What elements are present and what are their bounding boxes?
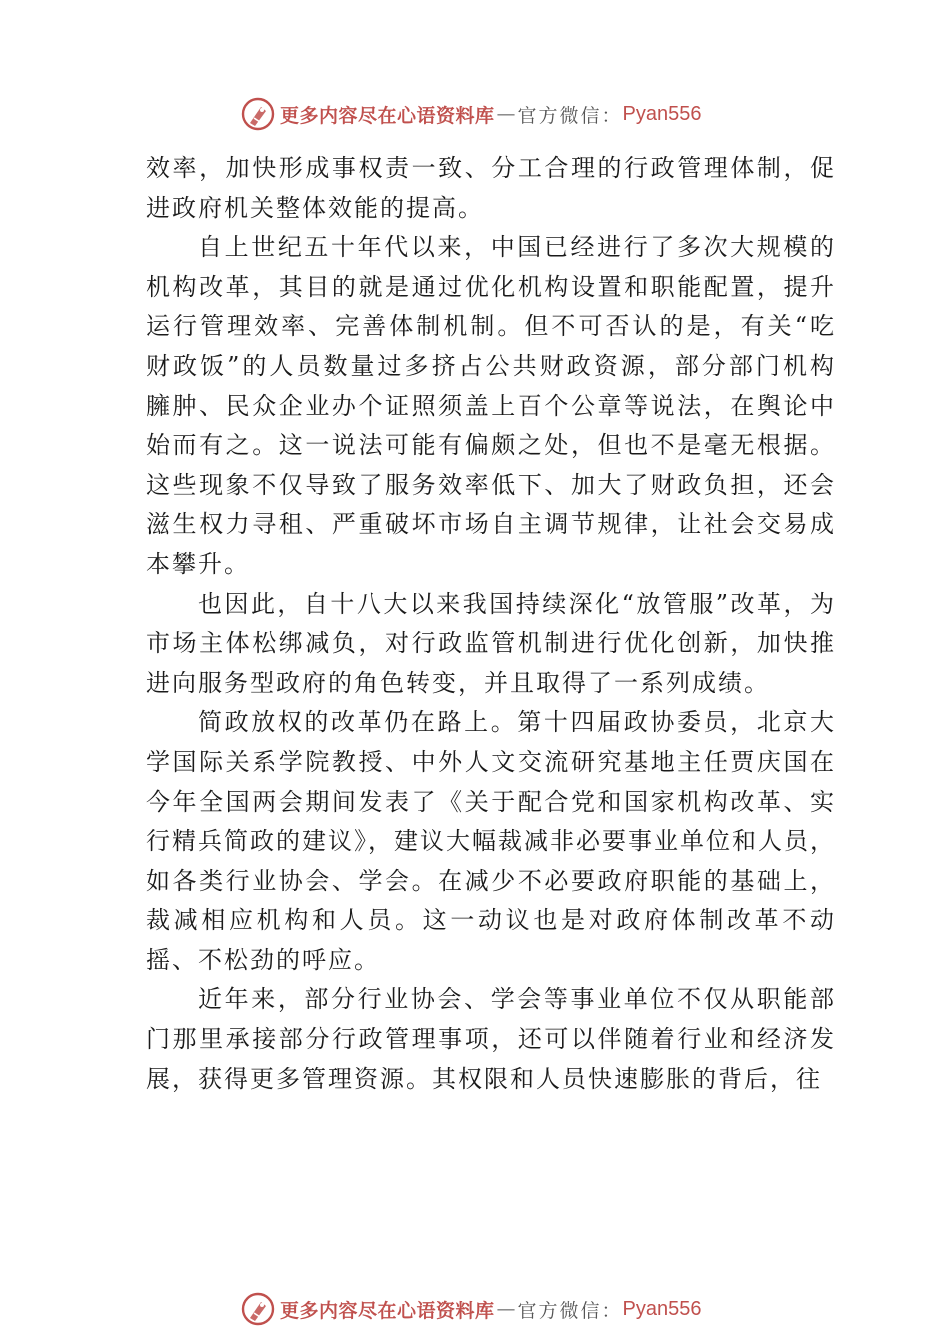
paragraph-continuation: 效率，加快形成事权责一致、分工合理的行政管理体制，促进政府机关整体效能的提高。 [146,154,836,222]
banner-wechat-id: Pyan556 [622,1297,702,1320]
header-banner [240,95,760,133]
banner-wechat-label: 官方微信： [517,1299,623,1322]
pen-nib-circle-logo-icon [240,1291,276,1327]
paragraph-industry-associations: 近年来，部分行业协会、学会等事业单位不仅从职能部门那里承接部分行政管理事项，还可以伴随着行业和经济发展，获得更多管理资源。其权限和人员快速膨胀的背后，往 [146,985,836,1093]
banner-separator: — [496,1298,516,1320]
banner-brand-text: 更多内容尽在心语资料库 [280,104,495,127]
banner-brand-text: 更多内容尽在心语资料库 [280,1299,495,1322]
paragraph-institutional-reform: 自上世纪五十年代以来，中国已经进行了多次大规模的机构改革，其目的就是通过优化机构设置和职能配置，提升运行管理效率、完善体制机制。但不可否认的是，有关“吃财政饭”的人员数量过多挤占公共财政资源，部分部门机构臃肿、民众企业办个证照须盖上百个公章等说法，在舆论中始而有之。这一说法可能有偏颇之处，但也不是毫无根据。 这些现象不仅导致了服务效率低下、加大了财政负担，还会滋生权力寻租、严重破坏市场自主调节规律，让社会交易成本攀升。 [146,233,836,578]
paragraph-streamlining-proposal: 简政放权的改革仍在路上。第十四届政协委员，北京大学国际关系学院教授、中外人文交流研究基地主任贾庆国在今年全国两会期间发表了《关于配合党和国家机构改革、实行精兵简政的建议》，建议大幅裁减非必要事业单位和人员， 如各类行业协会、学会。在减少不必要政府职能的基础上， 裁减相应机构和人员。这一动议也是对政府体制改革不动摇、不松劲的呼应。 [146,708,836,974]
banner-separator: — [496,103,516,125]
banner-wechat-label: 官方微信： [517,104,623,127]
banner-wechat-id: Pyan556 [622,102,702,125]
document-body [146,149,836,1099]
paragraph-fangguanfu-reform: 也因此，自十八大以来我国持续深化“放管服”改革，为市场主体松绑减负，对行政监管机制进行优化创新，加快推进向服务型政府的角色转变，并且取得了一系列成绩。 [146,589,836,697]
footer-banner [240,1290,760,1328]
pen-nib-circle-logo-icon [240,96,276,132]
